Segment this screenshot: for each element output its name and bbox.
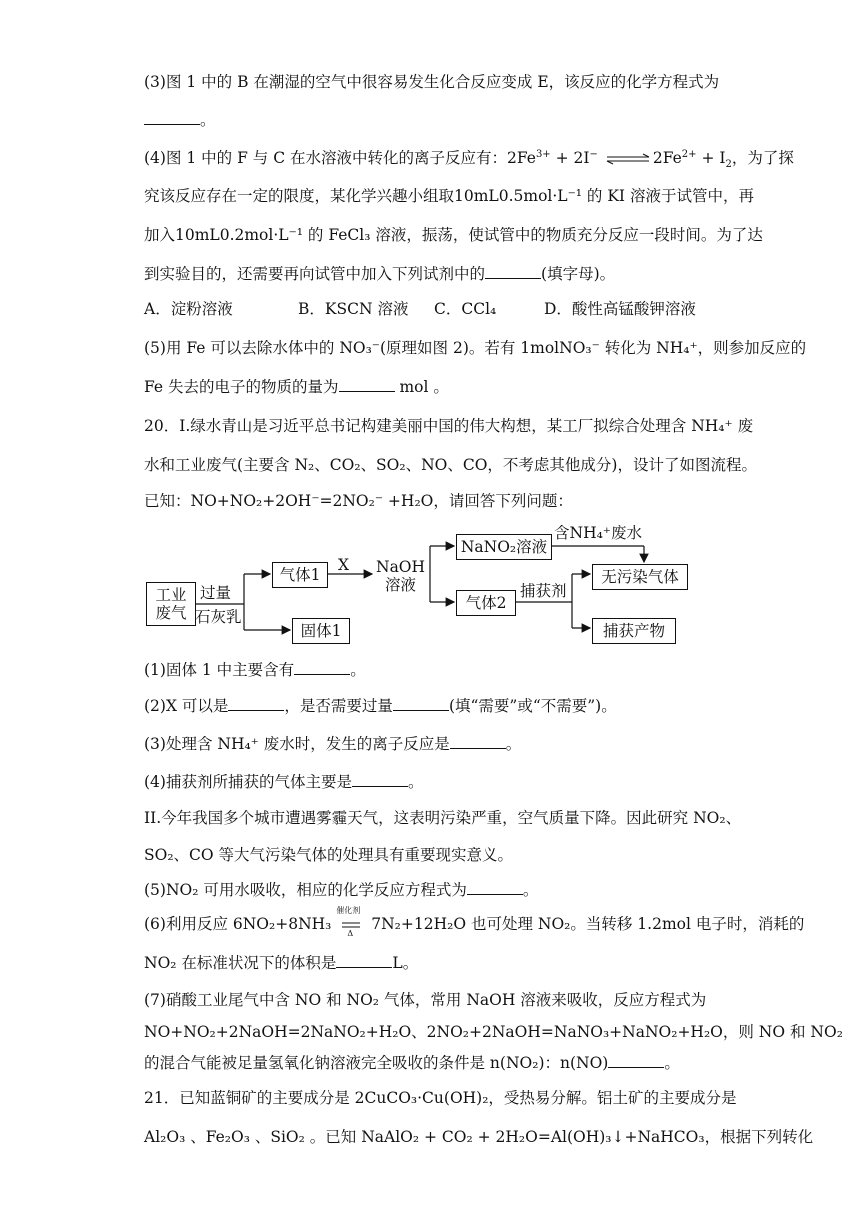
naoh-label: NaOH 溶液 — [376, 558, 426, 594]
q20-s6-line2: NO₂ 在标准状况下的体积是 L。 — [144, 954, 419, 972]
q19-options — [144, 299, 696, 319]
q19-p4-line2: 究该反应存在一定的限度，某化学兴趣小组取10mL0.5mol·L⁻¹ 的 KI 溶液于试管中，再 — [144, 187, 754, 205]
option-a[interactable]: A．淀粉溶液 — [144, 300, 233, 318]
answer-blank[interactable] — [352, 772, 408, 787]
answer-blank[interactable] — [144, 110, 200, 125]
waste-gas-box: 工业 废气 — [146, 582, 196, 626]
q20-s5: (5)NO₂ 可用水吸收，相应的化学反应方程式为 。 — [144, 881, 539, 899]
process-flow-diagram — [140, 522, 700, 652]
option-b[interactable]: B．KSCN 溶液 — [298, 300, 409, 318]
q19-p3-line1: (3)图 1 中的 B 在潮湿的空气中很容易发生化合反应变成 E，该反应的化学方程式为 — [144, 73, 720, 91]
q19-p4-line3: 加入10mL0.2mol·L⁻¹ 的 FeCl₃ 溶液，振荡，使试管中的物质充分反应一段时间。为了达 — [144, 226, 763, 244]
equals-arrow-icon — [336, 921, 366, 929]
capture-agent-label: 捕获剂 — [520, 582, 567, 600]
q20-s4: (4)捕获剂所捕获的气体主要是 。 — [144, 773, 424, 791]
answer-blank[interactable] — [294, 660, 350, 675]
q20-line3: 已知：NO+NO₂+2OH⁻=2NO₂⁻ +H₂O，请回答下列问题： — [144, 492, 573, 510]
gas1-box: 气体1 — [272, 562, 328, 588]
q20-line1: 20．I.绿水青山是习近平总书记构建美丽中国的伟大构想，某工厂拟综合处理含 NH₄⁺ 废 — [144, 417, 754, 435]
answer-blank[interactable] — [450, 734, 506, 749]
q19-p5-line1: (5)用 Fe 可以去除水体中的 NO₃⁻(原理如图 2)。若有 1molNO₃⁻ 转化为 NH₄⁺，则参加反应的 — [144, 339, 807, 357]
answer-blank[interactable] — [608, 1053, 664, 1068]
q21-line1: 21．已知蓝铜矿的主要成分是 2CuCO₃·Cu(OH)₂，受热易分解。铝土矿的主要成分是 — [144, 1089, 737, 1107]
q20-part2-line2: SO₂、CO 等大气污染气体的处理具有重要现实意义。 — [144, 846, 514, 864]
gas2-box: 气体2 — [456, 590, 516, 616]
answer-blank[interactable] — [339, 377, 395, 392]
nh4-waste-label: 含NH₄⁺废水 — [554, 524, 642, 542]
nano2-box: NaNO₂溶液 — [456, 534, 552, 560]
q19-p5-line2: Fe 失去的电子的物质的量为 mol 。 — [144, 378, 449, 396]
answer-blank[interactable] — [228, 696, 284, 711]
q20-s6-line1: (6)利用反应 6NO₂+8NH₃ 催化剂 Δ 7N₂+12H₂O 也可处理 NO₂。当转移 1.2mol 电子时，消耗的 — [144, 906, 805, 938]
lime-label: 石灰乳 — [195, 608, 242, 626]
x-label: X — [338, 556, 350, 574]
reversible-arrow-icon — [605, 153, 651, 165]
answer-blank[interactable] — [467, 880, 523, 895]
q20-part2-line1: II.今年我国多个城市遭遇雾霾天气，这表明污染严重，空气质量下降。因此研究 NO₂、 — [144, 809, 742, 827]
q20-s7-line2: NO+NO₂+2NaOH=2NaNO₂+H₂O、2NO₂+2NaOH=NaNO₃+NaNO₂+H₂O，则 NO 和 NO₂ — [144, 1023, 843, 1041]
q20-s1: (1)固体 1 中主要含有 。 — [144, 661, 366, 679]
solid1-box: 固体1 — [292, 618, 350, 644]
q20-s2: (2)X 可以是 ，是否需要过量 (填“需要”或“不需要”)。 — [144, 697, 617, 715]
q20-s7-line1: (7)硝酸工业尾气中含 NO 和 NO₂ 气体，常用 NaOH 溶液来吸收，反应方程式为 — [144, 991, 707, 1009]
q19-p3-line2: 。 — [144, 110, 216, 130]
option-c[interactable]: C．CCl₄ — [434, 300, 497, 318]
q19-p4-line4: 到实验目的，还需要再向试管中加入下列试剂中的 (填字母)。 — [144, 265, 616, 283]
clean-gas-box: 无污染气体 — [592, 564, 688, 590]
catalyst-condition: 催化剂 Δ — [336, 915, 366, 935]
q20-s3: (3)处理含 NH₄⁺ 废水时，发生的离子反应是 。 — [144, 735, 522, 753]
q20-line2: 水和工业废气(主要含 N₂、CO₂、SO₂、NO、CO，不考虑其他成分)，设计了如图流程。 — [144, 456, 757, 474]
captured-product-box: 捕获产物 — [592, 618, 676, 644]
answer-blank[interactable] — [393, 696, 449, 711]
q20-s7-line3: 的混合气能被足量氢氧化钠溶液完全吸收的条件是 n(NO₂)：n(NO) 。 — [144, 1054, 680, 1072]
excess-label: 过量 — [200, 584, 232, 602]
q19-p4-line1: (4)图 1 中的 F 与 C 在水溶液中转化的离子反应有：$2Fe^{3+} + 2I^-$ $2Fe^{2+} + I_2$，为了探 — [144, 148, 794, 171]
q21-line2: Al₂O₃ 、Fe₂O₃ 、SiO₂ 。已知 NaAlO₂ + CO₂ + 2H₂O=Al(OH)₃↓+NaHCO₃，根据下列转化 — [144, 1128, 814, 1146]
option-d[interactable]: D．酸性高锰酸钾溶液 — [544, 300, 696, 318]
answer-blank[interactable] — [485, 264, 541, 279]
answer-blank[interactable] — [336, 953, 392, 968]
